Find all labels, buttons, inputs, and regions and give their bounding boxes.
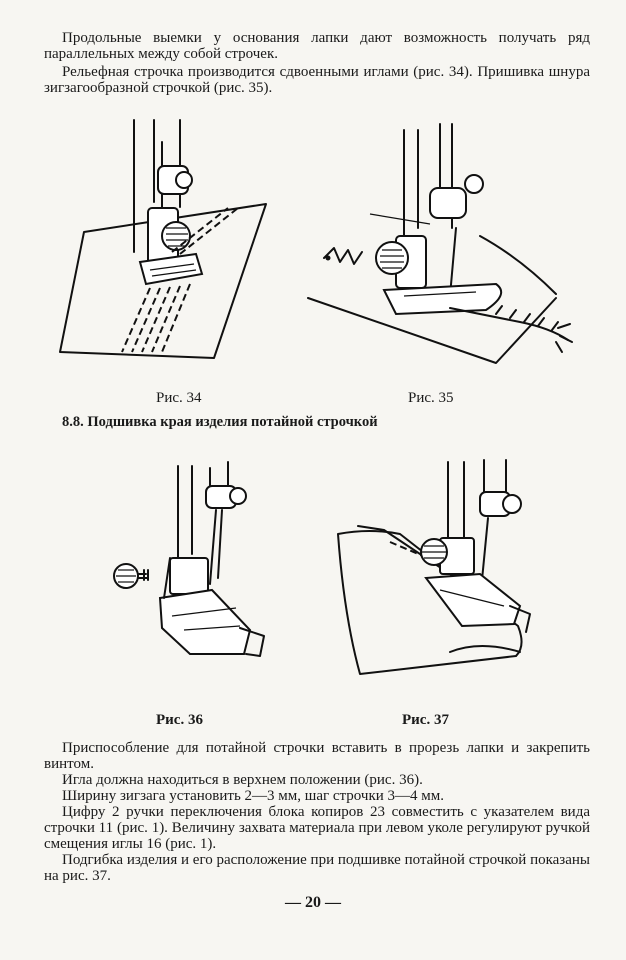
paragraph-selector-settings: Цифру 2 ручки переключения блока копиров 23 совместить с указателем вида строчки 11 (рис. 1). Величину захвата материала при левом уколе регулируют ручкой смещения иглы 16 (рис. 1). bbox=[44, 804, 590, 852]
figure-37-caption: Рис. 37 bbox=[402, 712, 449, 728]
figure-35-illustration bbox=[300, 118, 580, 368]
paragraph-hem-layout: Подгибка изделия и его расположение при подшивке потайной строчкой показаны на рис. 37. bbox=[44, 852, 590, 884]
figure-34-illustration bbox=[54, 112, 274, 362]
section-heading: 8.8. Подшивка края изделия потайной строчкой bbox=[62, 414, 378, 430]
page-number: — 20 — bbox=[285, 894, 341, 911]
paragraph-attachment: Приспособление для потайной строчки вставить в прорезь лапки и закрепить винтом. bbox=[44, 740, 590, 772]
figure-37-illustration bbox=[330, 456, 540, 681]
paragraph-grooves: Продольные выемки у основания лапки дают возможность получать ряд параллельных между собой строчек. bbox=[44, 30, 590, 62]
figure-36-illustration bbox=[100, 458, 270, 668]
paragraph-needle-position: Игла должна находиться в верхнем положении (рис. 36). bbox=[62, 772, 423, 788]
figure-35-caption: Рис. 35 bbox=[408, 390, 454, 406]
paragraph-zigzag-width: Ширину зигзага установить 2—3 мм, шаг строчки 3—4 мм. bbox=[62, 788, 444, 804]
figure-34-caption: Рис. 34 bbox=[156, 390, 202, 406]
paragraph-relief-stitch: Рельефная строчка производится сдвоенными иглами (рис. 34). Пришивка шнура зигзагообразной строчкой (рис. 35). bbox=[44, 64, 590, 96]
figure-36-caption: Рис. 36 bbox=[156, 712, 203, 728]
